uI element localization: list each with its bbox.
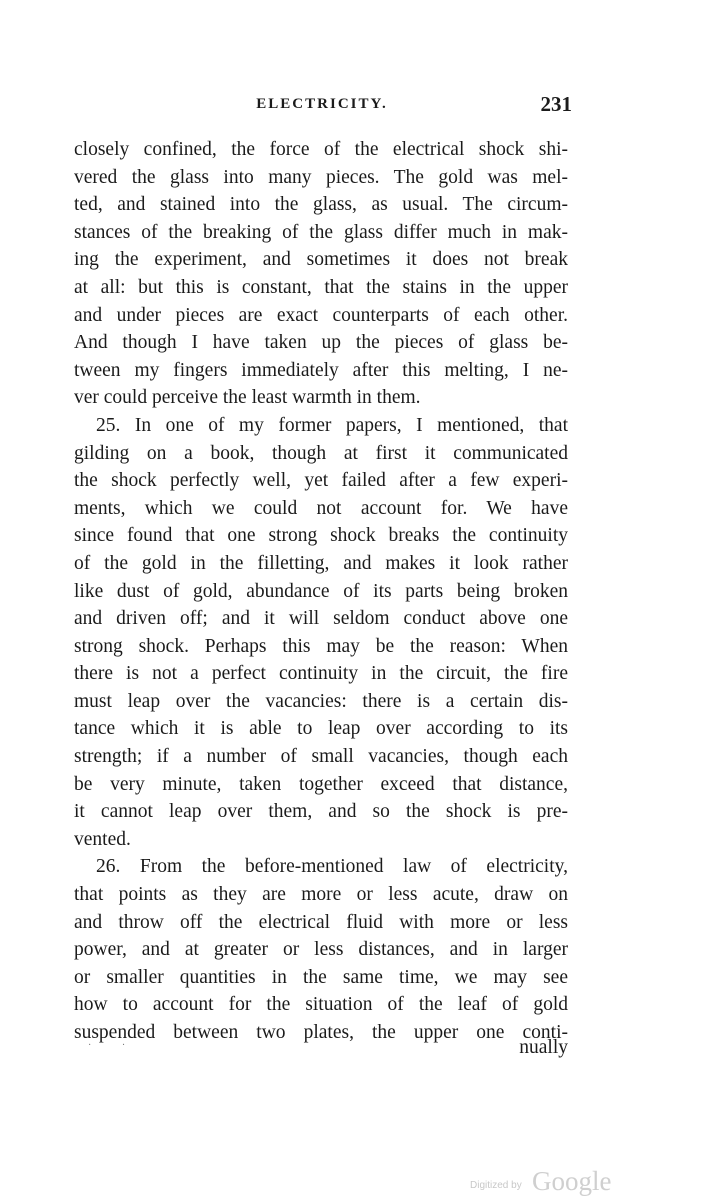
watermark-prefix: Digitized by <box>470 1180 522 1191</box>
text-line: that points as they are more or less acute, draw on <box>74 884 568 906</box>
text-line: must leap over the vacancies: there is a certain dis- <box>74 690 568 712</box>
text-line: be very minute, taken together exceed that distance, <box>74 773 568 795</box>
running-head: ELECTRICITY. <box>256 96 388 112</box>
text-line: tance which it is able to leap over according to its <box>74 718 568 740</box>
text-line: or smaller quantities in the same time, we may see <box>74 966 568 988</box>
text-line: power, and at greater or less distances, and in larger <box>74 939 568 961</box>
text-line: since found that one strong shock breaks the continuity <box>74 525 568 547</box>
text-line: strength; if a number of small vacancies, though each <box>74 746 568 768</box>
text-line: at all: but this is constant, that the stains in the upper <box>74 276 568 298</box>
page-header <box>72 92 572 122</box>
text-line: like dust of gold, abundance of its parts being broken <box>74 580 568 602</box>
text-line: suspended between two plates, the upper one conti- <box>74 1022 568 1043</box>
text-line: ing the experiment, and sometimes it does not break <box>74 249 568 271</box>
text-line: and under pieces are exact counterparts of each other. <box>74 304 568 326</box>
text-line: and driven off; and it will seldom conduct above one <box>74 608 568 630</box>
text-line: ments, which we could not account for. We have <box>74 497 568 519</box>
text-line: tween my fingers immediately after this melting, I ne- <box>74 359 568 381</box>
text-line: it cannot leap over them, and so the shock is pre- <box>74 801 568 823</box>
text-line: gilding on a book, though at first it communicated <box>74 442 568 464</box>
digitization-watermark <box>470 1166 630 1200</box>
text-line: And though I have taken up the pieces of glass be- <box>74 332 568 354</box>
text-line: ver could perceive the least warmth in them. <box>74 387 421 409</box>
text-line: vered the glass into many pieces. The gold was mel- <box>74 166 568 188</box>
body-text <box>74 136 568 1047</box>
text-line: there is not a perfect continuity in the circuit, the fire <box>74 663 568 685</box>
paragraph-25-start: 25. In one of my former papers, I mentioned, that <box>96 414 568 436</box>
text-line: strong shock. Perhaps this may be the reason: When <box>74 635 568 657</box>
text-line: ted, and stained into the glass, as usual. The circum- <box>74 194 568 216</box>
text-line: the shock perfectly well, yet failed after a few experi- <box>74 470 568 492</box>
scan-specks: · · <box>88 1040 140 1051</box>
text-line: of the gold in the filletting, and makes it look rather <box>74 552 568 574</box>
text-line: and throw off the electrical fluid with more or less <box>74 911 568 933</box>
page-number: 231 <box>540 92 572 116</box>
text-line: closely confined, the force of the electrical shock shi- <box>74 139 568 160</box>
text-line: stances of the breaking of the glass differ much in mak- <box>74 221 568 243</box>
catchword: nually <box>519 1037 568 1058</box>
paragraph-26-start: 26. From the before-mentioned law of electricity, <box>96 856 568 878</box>
text-line: vented. <box>74 828 131 850</box>
google-logo: Google <box>532 1166 612 1196</box>
text-line: how to account for the situation of the leaf of gold <box>74 994 568 1016</box>
